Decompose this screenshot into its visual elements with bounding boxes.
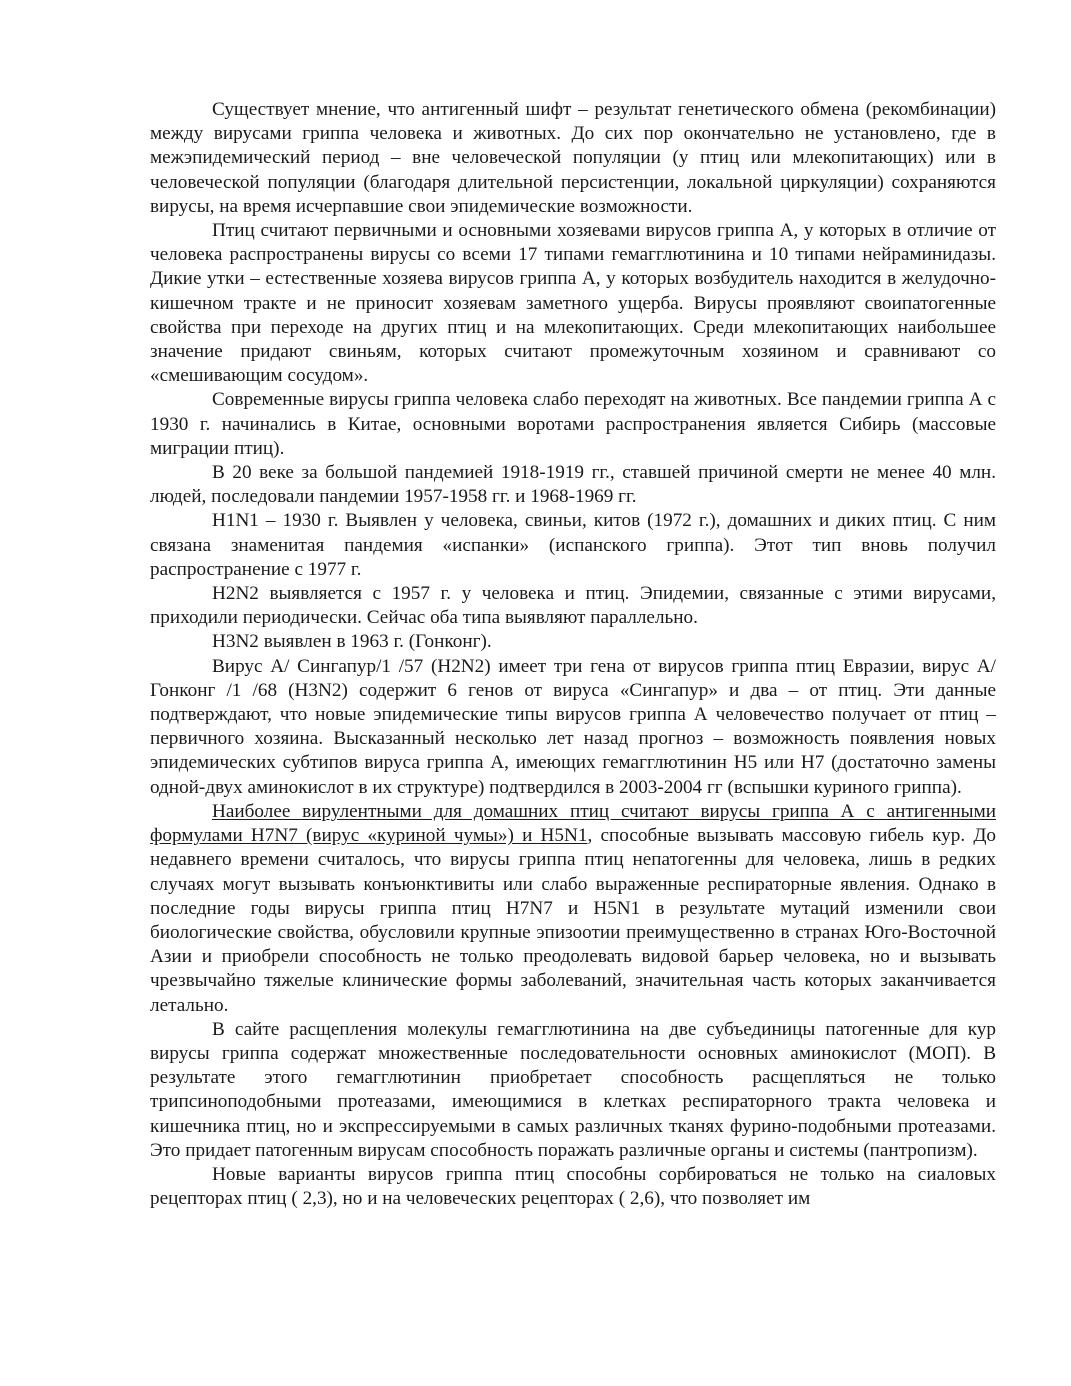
paragraph-text: В сайте расщепления молекулы гемагглютинина на две субъединицы патогенные для кур вирусы гриппа содержат множественные последовательности основных аминокислот (МОП). В результате этого гемагглютинин приобретает способность расщепляться не только трипсиноподобными протеазами, имеющимися в клетках респираторного тракта человека и кишечника птиц, но и экспрессируемыми в самых различных тканях фурино-подобными протеазами. Это придает патогенным вирусам способность поражать различные органы и системы (пантропизм).	[150, 1018, 996, 1161]
paragraph-singapore-virus	[150, 655, 996, 800]
paragraph-text: , способные вызывать массовую гибель кур. До недавнего времени считалось, что вирусы гриппа птиц непатогенны для человека, лишь в редких случаях могут вызывать конъюнктивиты или слабо выраженные респираторные явления. Однако в последние годы вирусы гриппа птиц H7N7 и H5N1 в результате мутаций изменили свои биологические свойства, обусловили крупные эпизоотии преимущественно в странах Юго-Восточной Азии и приобрели способность не только преодолевать видовой барьер человека, но и вызывать чрезвычайно тяжелые клинические формы заболеваний, значительная часть которых заканчивается летально.	[150, 825, 997, 1016]
paragraph-receptors	[150, 1163, 996, 1211]
paragraph-text: Существует мнение, что антигенный шифт – результат генетического обмена (рекомбинации) между вирусами гриппа человека и животных. До сих пор окончательно не установлено, где в межэпидемический период – вне человеческой популяции (у птиц или млекопитающих) или в человеческой популяции (благодаря длительной персистенции, локальной циркуляции) сохраняются вирусы, на время исчерпавшие свои эпидемические возможности.	[150, 99, 996, 217]
paragraph-hemagglutinin-cleavage	[150, 1018, 996, 1163]
paragraph-modern-viruses	[150, 388, 996, 461]
paragraph-text: H2N2 выявляется с 1957 г. у человека и птиц. Эпидемии, связанные с этими вирусами, приходили периодически. Сейчас оба типа выявляют параллельно.	[150, 583, 996, 629]
paragraph-text: Вирус А/ Сингапур/1 /57 (H2N2) имеет три гена от вирусов гриппа птиц Евразии, вирус А/ Гонконг /1 /68 (H3N2) содержит 6 генов от вируса «Сингапур» и два – от птиц. Эти данные подтверждают, что новые эпидемические типы вирусов гриппа А человечество получает от птиц – первичного хозяина. Высказанный несколько лет назад прогноз – возможность появления новых эпидемических субтипов вируса гриппа А, имеющих гемагглютинин Н5 или Н7 (достаточно замены одной-двух аминокислот в их структуре) подтвердился в 2003-2004 гг (вспышки куриного гриппа).	[150, 655, 996, 798]
document-page	[150, 98, 996, 1211]
paragraph-text: H1N1 – 1930 г. Выявлен у человека, свиньи, китов (1972 г.), домашних и диких птиц. С ним связана знаменитая пандемия «испанки» (испанского гриппа). Этот тип вновь получил распространение с 1977 г.	[150, 510, 996, 580]
paragraph-text: Современные вирусы гриппа человека слабо переходят на животных. Все пандемии гриппа А с 1930 г. начинались в Китае, основными воротами распространения является Сибирь (массовые миграции птиц).	[150, 389, 996, 459]
paragraph-text: Новые варианты вирусов гриппа птиц способны сорбироваться не только на сиаловых рецепторах птиц ( 2,3), но и на человеческих рецепторах ( 2,6), что позволяет им	[150, 1163, 996, 1210]
paragraph-20th-century-pandemics	[150, 461, 996, 509]
paragraph-virulent-strains	[150, 800, 996, 1018]
paragraph-text: В 20 веке за большой пандемией 1918-1919 гг., ставшей причиной смерти не менее 40 млн. людей, последовали пандемии 1957-1958 гг. и 1968-1969 гг.	[150, 462, 996, 508]
paragraph-h1n1	[150, 509, 996, 582]
paragraph-text: H3N2 выявлен в 1963 г. (Гонконг).	[212, 631, 492, 653]
paragraph-birds-primary-hosts	[150, 219, 996, 388]
underlined-text: Наиболее вирулентными для домашних птиц считают вирусы гриппа А с антигенными формулами H7N7 (вирус «куриной чумы») и H5N1	[150, 800, 996, 847]
paragraph-h3n2	[150, 630, 996, 654]
paragraph-antigenic-shift	[150, 98, 996, 219]
paragraph-text: Птиц считают первичными и основными хозяевами вирусов гриппа А, у которых в отличие от человека распространены вирусы со всеми 17 типами гемагглютинина и 10 типами нейраминидазы. Дикие утки – естественные хозяева вирусов гриппа А, у которых возбудитель находится в желудочно-кишечном тракте и не приносит хозяевам заметного ущерба. Вирусы проявляют своипатогенные свойства при переходе на других птиц и на млекопитающих. Среди млекопитающих наибольшее значение придают свиньям, которых считают промежуточным хозяином и сравнивают со «смешивающим сосудом».	[150, 220, 996, 387]
paragraph-h2n2	[150, 582, 996, 630]
